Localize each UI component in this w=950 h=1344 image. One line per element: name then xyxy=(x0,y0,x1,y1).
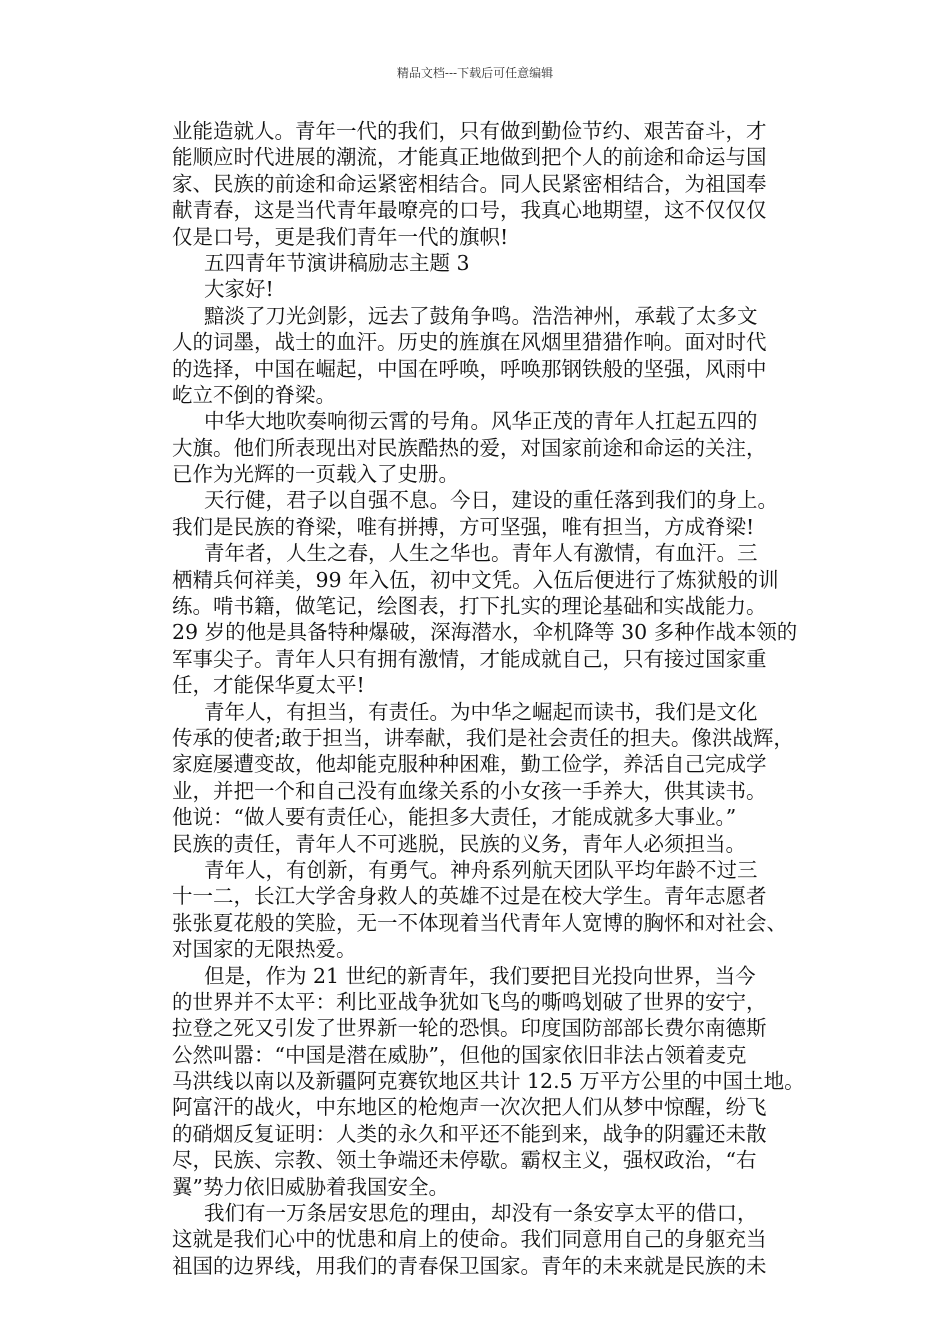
paragraph-line: 练。啃书籍，做笔记，绘图表，打下扎实的理论基础和实战能力。 xyxy=(172,594,767,619)
paragraph-line: 传承的使者;敢于担当，讲奉献，我们是社会责任的担夫。像洪战辉， xyxy=(172,725,794,750)
paragraph-line: 仅是口号，更是我们青年一代的旗帜! xyxy=(172,224,509,249)
paragraph-line: 大旗。他们所表现出对民族酷热的爱，对国家前途和命运的关注， xyxy=(172,435,767,460)
paragraph-line: 阿富汗的战火，中东地区的枪炮声一次次把人们从梦中惊醒，纷飞 xyxy=(172,1095,767,1120)
paragraph-line: 祖国的边界线，用我们的青春保卫国家。青年的未来就是民族的未 xyxy=(172,1253,767,1278)
page-header: 精品文档---下载后可任意编辑 xyxy=(396,66,554,80)
paragraph-line: 马洪线以南以及新疆阿克赛钦地区共计 12.5 万平方公里的中国土地。 xyxy=(172,1069,805,1094)
paragraph-line: 他说：“做人要有责任心，能担多大责任，才能成就多大事业。” xyxy=(172,805,737,830)
document-body xyxy=(172,118,808,1279)
paragraph-line: 人的词墨，战士的血汗。历史的旌旗在风烟里猎猎作响。面对时代 xyxy=(172,330,767,355)
paragraph-line: 对国家的无限热爱。 xyxy=(172,937,357,962)
paragraph-start-line: 五四青年节演讲稿励志主题 3 xyxy=(204,250,470,275)
paragraph-line: 任，才能保华夏太平! xyxy=(172,673,365,698)
paragraph-line: 公然叫嚣：“中国是潜在威胁”，但他的国家依旧非法占领着麦克 xyxy=(172,1042,747,1067)
paragraph-line: 的选择，中国在崛起，中国在呼唤，呼唤那钢铁般的坚强，风雨中 xyxy=(172,356,767,381)
paragraph-line: 的硝烟反复证明：人类的永久和平还不能到来，战争的阴霾还未散 xyxy=(172,1121,767,1146)
paragraph-line: 业能造就人。青年一代的我们，只有做到勤俭节约、艰苦奋斗，才 xyxy=(172,119,767,143)
paragraph-line: 业，并把一个和自己没有血缘关系的小女孩一手养大，供其读书。 xyxy=(172,778,767,803)
paragraph-line: 我们是民族的脊梁，唯有拼搏，方可坚强，唯有担当，方成脊梁! xyxy=(172,514,755,539)
paragraph-line: 屹立不倒的脊梁。 xyxy=(172,382,336,407)
paragraph-line: 能顺应时代进展的潮流，才能真正地做到把个人的前途和命运与国 xyxy=(172,145,767,170)
paragraph-start-line: 黯淡了刀光剑影，远去了鼓角争鸣。浩浩神州，承载了太多文 xyxy=(204,303,758,328)
paragraph-line: 这就是我们心中的忧患和肩上的使命。我们同意用自己的身躯充当 xyxy=(172,1227,767,1252)
paragraph-line: 的世界并不太平：利比亚战争犹如飞鸟的嘶鸣划破了世界的安宁， xyxy=(172,989,767,1014)
paragraph-start-line: 青年人，有担当，有责任。为中华之崛起而读书，我们是文化 xyxy=(204,699,758,724)
paragraph-line: 29 岁的他是具备特种爆破，深海潜水，伞机降等 30 多种作战本领的 xyxy=(172,620,798,645)
paragraph-line: 家庭屡遭变故，他却能克服种种困难，勤工俭学，养活自己完成学 xyxy=(172,752,767,777)
paragraph-start-line: 青年者，人生之春，人生之华也。青年人有激情，有血汗。三 xyxy=(204,541,758,566)
paragraph-start-line: 大家好! xyxy=(204,277,274,302)
paragraph-line: 张张夏花般的笑脸，无一不体现着当代青年人宽博的胸怀和对社会、 xyxy=(172,910,787,935)
paragraph-line: 十一二，长江大学舍身救人的英雄不过是在校大学生。青年志愿者 xyxy=(172,884,767,909)
paragraph-line: 已作为光辉的一页载入了史册。 xyxy=(172,462,459,487)
paragraph-line: 拉登之死又引发了世界新一轮的恐惧。印度国防部部长费尔南德斯 xyxy=(172,1016,767,1041)
paragraph-line: 民族的责任，青年人不可逃脱，民族的义务，青年人必须担当。 xyxy=(172,831,746,856)
paragraph-line: 献青春，这是当代青年最嘹亮的口号，我真心地期望，这不仅仅仅 xyxy=(172,198,767,223)
paragraph-start-line: 天行健，君子以自强不息。今日，建设的重任落到我们的身上。 xyxy=(204,488,778,513)
paragraph-start-line: 但是，作为 21 世纪的新青年，我们要把目光投向世界，当今 xyxy=(204,963,756,988)
paragraph-line: 栖精兵何祥美，99 年入伍，初中文凭。入伍后便进行了炼狱般的训 xyxy=(172,567,779,592)
paragraph-line: 军事尖子。青年人只有拥有激情，才能成就自己，只有接过国家重 xyxy=(172,646,767,671)
paragraph-start-line: 中华大地吹奏响彻云霄的号角。风华正茂的青年人扛起五四的 xyxy=(204,409,758,434)
paragraph-line: 翼”势力依旧威胁着我国安全。 xyxy=(172,1174,449,1199)
paragraph-start-line: 青年人，有创新，有勇气。神舟系列航天团队平均年龄不过三 xyxy=(204,857,758,882)
paragraph-line: 尽，民族、宗教、领土争端还未停歇。霸权主义，强权政治，“右 xyxy=(172,1148,757,1173)
paragraph-line: 家、民族的前途和命运紧密相结合。同人民紧密相结合，为祖国奉 xyxy=(172,171,767,196)
paragraph-start-line: 我们有一万条居安思危的理由，却没有一条安享太平的借口， xyxy=(204,1201,758,1226)
